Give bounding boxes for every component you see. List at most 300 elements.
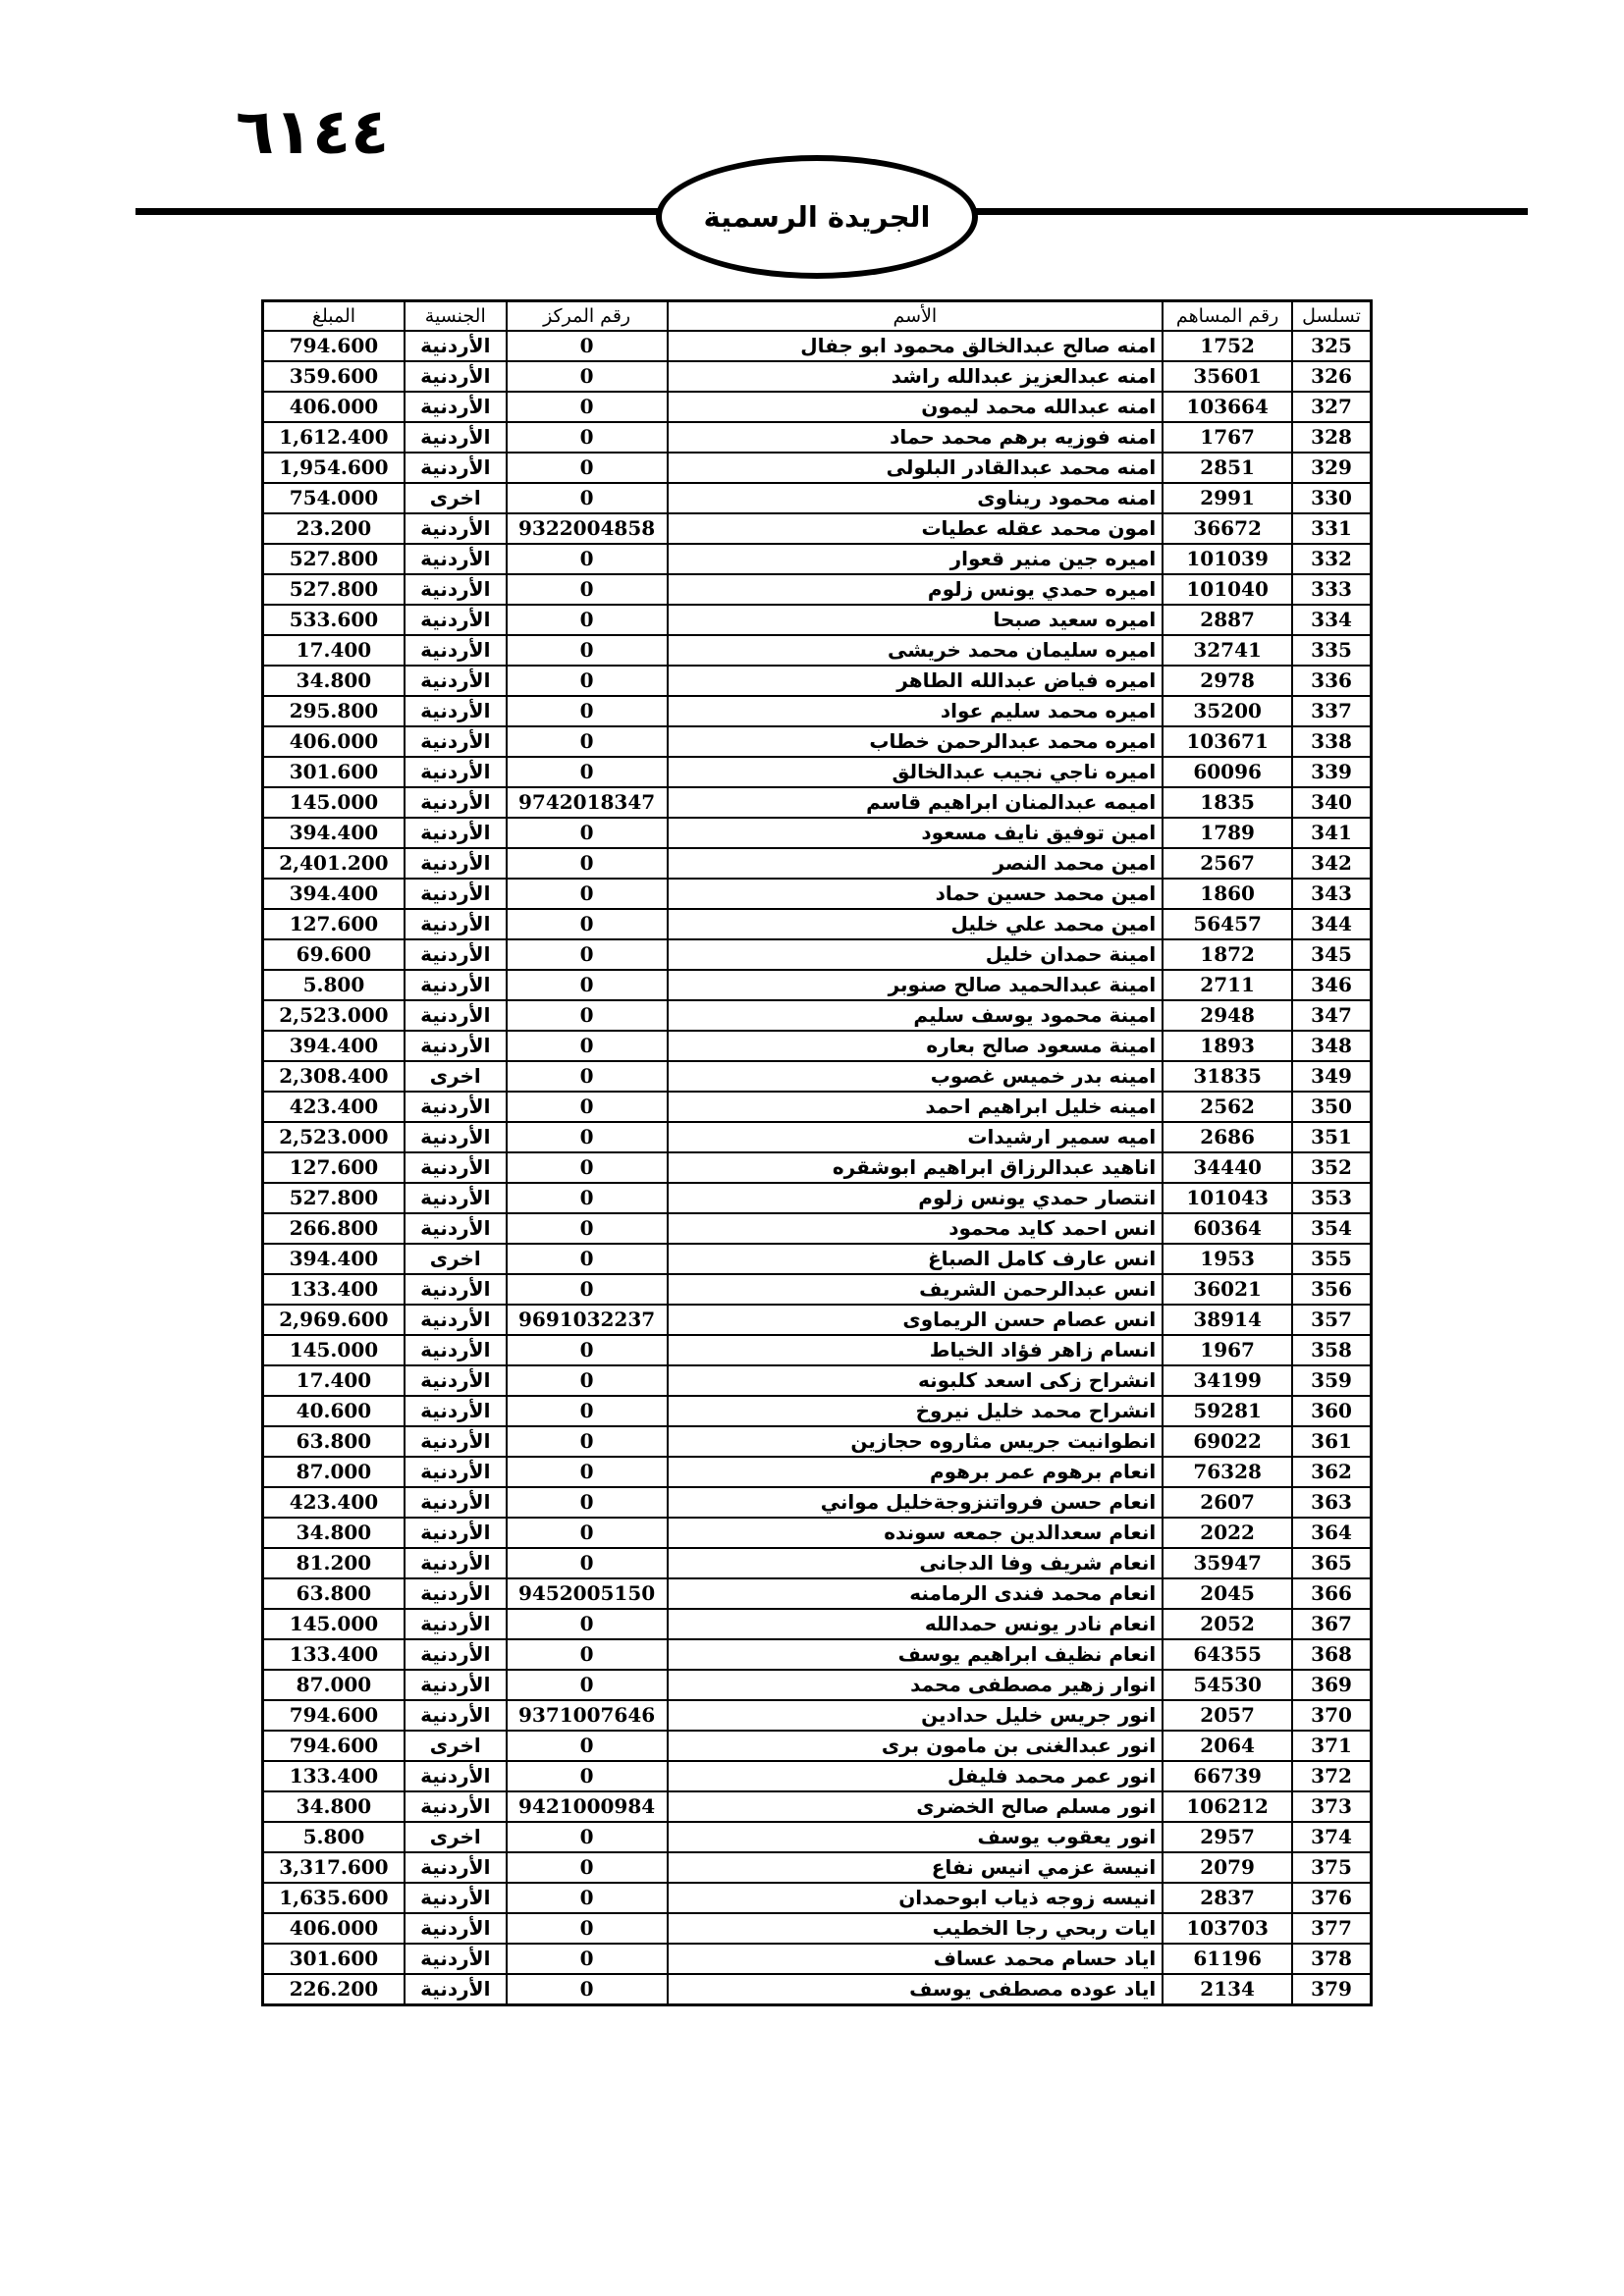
table-body: [263, 331, 1372, 2005]
cell-shareholder-number: 2978: [1163, 666, 1292, 696]
cell-shareholder-number: 1893: [1163, 1031, 1292, 1061]
cell-nationality: الأردنية: [405, 1548, 507, 1578]
cell-nationality: الأردنية: [405, 1335, 507, 1365]
table-row: [263, 757, 1372, 787]
cell-nationality: الأردنية: [405, 1152, 507, 1183]
cell-shareholder-number: 101043: [1163, 1183, 1292, 1213]
cell-serial: 350: [1292, 1092, 1371, 1122]
cell-name: امنه محمود ريناوى: [668, 483, 1164, 513]
cell-serial: 326: [1292, 361, 1371, 392]
table-row: [263, 422, 1372, 453]
cell-amount: 406.000: [263, 392, 405, 422]
cell-center-number: 0: [507, 1670, 668, 1700]
cell-amount: 34.800: [263, 666, 405, 696]
cell-shareholder-number: 103671: [1163, 726, 1292, 757]
cell-name: انعام محمد فندى الرمامنه: [668, 1578, 1164, 1609]
cell-name: اميره جين منير قعوار: [668, 544, 1164, 574]
table-row: [263, 513, 1372, 544]
header-name: الأسم: [668, 301, 1164, 332]
cell-shareholder-number: 103664: [1163, 392, 1292, 422]
cell-nationality: الأردنية: [405, 1183, 507, 1213]
cell-amount: 3,317.600: [263, 1852, 405, 1883]
cell-shareholder-number: 2045: [1163, 1578, 1292, 1609]
table-row: [263, 1822, 1372, 1852]
cell-name: اميمه عبدالمنان ابراهيم قاسم: [668, 787, 1164, 818]
cell-nationality: اخرى: [405, 483, 507, 513]
cell-nationality: الأردنية: [405, 1639, 507, 1670]
cell-center-number: 0: [507, 1944, 668, 1974]
cell-name: اميه سمير ارشيدات: [668, 1122, 1164, 1152]
cell-amount: 527.800: [263, 1183, 405, 1213]
cell-name: امينه خليل ابراهيم احمد: [668, 1092, 1164, 1122]
cell-serial: 339: [1292, 757, 1371, 787]
cell-serial: 347: [1292, 1000, 1371, 1031]
cell-nationality: الأردنية: [405, 1670, 507, 1700]
cell-name: انور عبدالغنى بن مامون برى: [668, 1731, 1164, 1761]
cell-amount: 40.600: [263, 1396, 405, 1426]
cell-amount: 1,954.600: [263, 453, 405, 483]
cell-name: اياد عوده مصطفى يوسف: [668, 1974, 1164, 2005]
table-row: [263, 605, 1372, 635]
cell-nationality: الأردنية: [405, 666, 507, 696]
cell-nationality: الأردنية: [405, 1213, 507, 1244]
cell-amount: 226.200: [263, 1974, 405, 2005]
cell-shareholder-number: 2607: [1163, 1487, 1292, 1518]
cell-name: انشراح محمد خليل نيروخ: [668, 1396, 1164, 1426]
cell-nationality: الأردنية: [405, 1578, 507, 1609]
cell-amount: 295.800: [263, 696, 405, 726]
cell-nationality: الأردنية: [405, 696, 507, 726]
cell-serial: 362: [1292, 1457, 1371, 1487]
cell-serial: 367: [1292, 1609, 1371, 1639]
table-row: [263, 1609, 1372, 1639]
cell-shareholder-number: 60364: [1163, 1213, 1292, 1244]
cell-name: انعام نظيف ابراهيم يوسف: [668, 1639, 1164, 1670]
cell-center-number: 0: [507, 1609, 668, 1639]
table-row: [263, 1122, 1372, 1152]
cell-shareholder-number: 69022: [1163, 1426, 1292, 1457]
cell-name: اناهيد عبدالرزاق ابراهيم ابوشقره: [668, 1152, 1164, 1183]
cell-amount: 145.000: [263, 787, 405, 818]
cell-amount: 34.800: [263, 1518, 405, 1548]
cell-name: امينه بدر خميس غصوب: [668, 1061, 1164, 1092]
table-row: [263, 1457, 1372, 1487]
cell-amount: 794.600: [263, 1731, 405, 1761]
cell-amount: 794.600: [263, 331, 405, 361]
cell-nationality: الأردنية: [405, 574, 507, 605]
cell-name: انشراح زكى اسعد كلبونه: [668, 1365, 1164, 1396]
cell-shareholder-number: 32741: [1163, 635, 1292, 666]
cell-nationality: اخرى: [405, 1244, 507, 1274]
cell-center-number: 0: [507, 1518, 668, 1548]
table-row: [263, 909, 1372, 939]
cell-center-number: 9421000984: [507, 1791, 668, 1822]
cell-serial: 361: [1292, 1426, 1371, 1457]
cell-shareholder-number: 35200: [1163, 696, 1292, 726]
table-row: [263, 939, 1372, 970]
cell-serial: 340: [1292, 787, 1371, 818]
cell-amount: 87.000: [263, 1670, 405, 1700]
cell-amount: 145.000: [263, 1609, 405, 1639]
table-row: [263, 1731, 1372, 1761]
cell-shareholder-number: 54530: [1163, 1670, 1292, 1700]
cell-shareholder-number: 2064: [1163, 1731, 1292, 1761]
cell-serial: 355: [1292, 1244, 1371, 1274]
table-row: [263, 1244, 1372, 1274]
cell-center-number: 9322004858: [507, 513, 668, 544]
cell-name: انور مسلم صالح الخضرى: [668, 1791, 1164, 1822]
cell-amount: 133.400: [263, 1274, 405, 1305]
cell-amount: 127.600: [263, 1152, 405, 1183]
cell-serial: 358: [1292, 1335, 1371, 1365]
cell-serial: 365: [1292, 1548, 1371, 1578]
cell-amount: 423.400: [263, 1487, 405, 1518]
cell-center-number: 9742018347: [507, 787, 668, 818]
cell-center-number: 0: [507, 1183, 668, 1213]
cell-serial: 328: [1292, 422, 1371, 453]
header-nationality: الجنسية: [405, 301, 507, 332]
cell-serial: 337: [1292, 696, 1371, 726]
cell-shareholder-number: 2948: [1163, 1000, 1292, 1031]
cell-shareholder-number: 2851: [1163, 453, 1292, 483]
cell-shareholder-number: 64355: [1163, 1639, 1292, 1670]
cell-amount: 2,523.000: [263, 1000, 405, 1031]
cell-serial: 352: [1292, 1152, 1371, 1183]
cell-amount: 533.600: [263, 605, 405, 635]
cell-nationality: الأردنية: [405, 1852, 507, 1883]
cell-name: امين محمد حسين حماد: [668, 879, 1164, 909]
table-row: [263, 392, 1372, 422]
cell-nationality: الأردنية: [405, 1518, 507, 1548]
cell-name: انس احمد كايد محمود: [668, 1213, 1164, 1244]
cell-amount: 133.400: [263, 1761, 405, 1791]
cell-shareholder-number: 2134: [1163, 1974, 1292, 2005]
cell-nationality: الأردنية: [405, 605, 507, 635]
cell-name: اميره محمد عبدالرحمن خطاب: [668, 726, 1164, 757]
cell-serial: 348: [1292, 1031, 1371, 1061]
header-amount: المبلغ: [263, 301, 405, 332]
cell-name: انعام نادر يونس حمدالله: [668, 1609, 1164, 1639]
cell-serial: 342: [1292, 848, 1371, 879]
cell-center-number: 9691032237: [507, 1305, 668, 1335]
cell-amount: 423.400: [263, 1092, 405, 1122]
cell-name: امينة محمود يوسف سليم: [668, 1000, 1164, 1031]
cell-center-number: 0: [507, 1031, 668, 1061]
cell-nationality: الأردنية: [405, 453, 507, 483]
cell-amount: 17.400: [263, 1365, 405, 1396]
cell-serial: 364: [1292, 1518, 1371, 1548]
header-oval: [656, 155, 978, 279]
cell-amount: 81.200: [263, 1548, 405, 1578]
cell-amount: 17.400: [263, 635, 405, 666]
cell-nationality: الأردنية: [405, 1609, 507, 1639]
cell-name: امين محمد علي خليل: [668, 909, 1164, 939]
cell-center-number: 0: [507, 848, 668, 879]
cell-name: انعام سعدالدين جمعه سونده: [668, 1518, 1164, 1548]
table-row: [263, 818, 1372, 848]
cell-shareholder-number: 61196: [1163, 1944, 1292, 1974]
cell-center-number: 0: [507, 1152, 668, 1183]
table-row: [263, 1548, 1372, 1578]
cell-shareholder-number: 101040: [1163, 574, 1292, 605]
cell-center-number: 0: [507, 1639, 668, 1670]
cell-amount: 145.000: [263, 1335, 405, 1365]
table-row: [263, 1852, 1372, 1883]
cell-name: انور جريس خليل حدادين: [668, 1700, 1164, 1731]
cell-center-number: 0: [507, 696, 668, 726]
cell-nationality: الأردنية: [405, 848, 507, 879]
cell-serial: 330: [1292, 483, 1371, 513]
cell-shareholder-number: 2711: [1163, 970, 1292, 1000]
cell-serial: 368: [1292, 1639, 1371, 1670]
cell-shareholder-number: 1789: [1163, 818, 1292, 848]
cell-center-number: 0: [507, 1396, 668, 1426]
cell-shareholder-number: 2686: [1163, 1122, 1292, 1152]
cell-serial: 360: [1292, 1396, 1371, 1426]
cell-name: اميره سليمان محمد خريشى: [668, 635, 1164, 666]
cell-name: انس عبدالرحمن الشريف: [668, 1274, 1164, 1305]
cell-shareholder-number: 36021: [1163, 1274, 1292, 1305]
cell-shareholder-number: 76328: [1163, 1457, 1292, 1487]
cell-amount: 754.000: [263, 483, 405, 513]
cell-serial: 341: [1292, 818, 1371, 848]
cell-center-number: 0: [507, 331, 668, 361]
header-serial: تسلسل: [1292, 301, 1371, 332]
table-row: [263, 970, 1372, 1000]
cell-amount: 301.600: [263, 1944, 405, 1974]
table-row: [263, 1426, 1372, 1457]
cell-name: امينة حمدان خليل: [668, 939, 1164, 970]
cell-name: اميره ناجي نجيب عبدالخالق: [668, 757, 1164, 787]
cell-center-number: 0: [507, 1335, 668, 1365]
cell-center-number: 0: [507, 666, 668, 696]
table-row: [263, 635, 1372, 666]
cell-amount: 794.600: [263, 1700, 405, 1731]
cell-name: امين محمد النصر: [668, 848, 1164, 879]
cell-shareholder-number: 2052: [1163, 1609, 1292, 1639]
cell-amount: 63.800: [263, 1426, 405, 1457]
table-row: [263, 361, 1372, 392]
cell-nationality: اخرى: [405, 1822, 507, 1852]
cell-nationality: الأردنية: [405, 1092, 507, 1122]
cell-center-number: 0: [507, 1000, 668, 1031]
table-row: [263, 1761, 1372, 1791]
table-row: [263, 574, 1372, 605]
cell-shareholder-number: 2562: [1163, 1092, 1292, 1122]
table-header-row: [263, 301, 1372, 332]
cell-amount: 87.000: [263, 1457, 405, 1487]
cell-center-number: 0: [507, 909, 668, 939]
table-row: [263, 1700, 1372, 1731]
cell-serial: 349: [1292, 1061, 1371, 1092]
cell-name: انعام شريف وفا الدجانى: [668, 1548, 1164, 1578]
cell-amount: 394.400: [263, 879, 405, 909]
cell-center-number: 0: [507, 1365, 668, 1396]
cell-serial: 379: [1292, 1974, 1371, 2005]
cell-shareholder-number: 56457: [1163, 909, 1292, 939]
cell-name: اميره سعيد صبحا: [668, 605, 1164, 635]
cell-nationality: الأردنية: [405, 726, 507, 757]
cell-nationality: الأردنية: [405, 1396, 507, 1426]
cell-amount: 34.800: [263, 1791, 405, 1822]
cell-nationality: الأردنية: [405, 1000, 507, 1031]
cell-nationality: الأردنية: [405, 331, 507, 361]
cell-name: امينة مسعود صالح بعاره: [668, 1031, 1164, 1061]
table-row: [263, 696, 1372, 726]
cell-amount: 2,523.000: [263, 1122, 405, 1152]
table-row: [263, 1305, 1372, 1335]
table-row: [263, 1335, 1372, 1365]
table-row: [263, 544, 1372, 574]
table-row: [263, 483, 1372, 513]
cell-shareholder-number: 31835: [1163, 1061, 1292, 1092]
table-row: [263, 1518, 1372, 1548]
table-row: [263, 1183, 1372, 1213]
cell-center-number: 0: [507, 818, 668, 848]
cell-shareholder-number: 36672: [1163, 513, 1292, 544]
cell-nationality: الأردنية: [405, 1700, 507, 1731]
cell-shareholder-number: 2991: [1163, 483, 1292, 513]
cell-serial: 325: [1292, 331, 1371, 361]
cell-shareholder-number: 2837: [1163, 1883, 1292, 1913]
cell-name: اميره محمد سليم عواد: [668, 696, 1164, 726]
cell-center-number: 0: [507, 605, 668, 635]
cell-center-number: 0: [507, 1822, 668, 1852]
cell-name: اياد حسام محمد عساف: [668, 1944, 1164, 1974]
table-row: [263, 1000, 1372, 1031]
cell-nationality: الأردنية: [405, 1761, 507, 1791]
cell-name: انطوانيت جريس مثاروه حجازين: [668, 1426, 1164, 1457]
cell-center-number: 0: [507, 726, 668, 757]
cell-serial: 377: [1292, 1913, 1371, 1944]
cell-name: امنه محمد عبدالقادر البلولى: [668, 453, 1164, 483]
table-row: [263, 1092, 1372, 1122]
cell-amount: 5.800: [263, 970, 405, 1000]
cell-nationality: الأردنية: [405, 1883, 507, 1913]
cell-nationality: الأردنية: [405, 787, 507, 818]
cell-serial: 336: [1292, 666, 1371, 696]
cell-serial: 374: [1292, 1822, 1371, 1852]
cell-center-number: 0: [507, 1974, 668, 2005]
cell-name: انعام برهوم عمر برهوم: [668, 1457, 1164, 1487]
cell-nationality: الأردنية: [405, 757, 507, 787]
cell-shareholder-number: 1872: [1163, 939, 1292, 970]
table-row: [263, 1031, 1372, 1061]
cell-shareholder-number: 2887: [1163, 605, 1292, 635]
table-row: [263, 1974, 1372, 2005]
table-row: [263, 879, 1372, 909]
cell-name: انس عصام حسن الريماوى: [668, 1305, 1164, 1335]
cell-serial: 359: [1292, 1365, 1371, 1396]
cell-serial: 369: [1292, 1670, 1371, 1700]
cell-center-number: 0: [507, 1457, 668, 1487]
cell-nationality: الأردنية: [405, 1913, 507, 1944]
cell-shareholder-number: 59281: [1163, 1396, 1292, 1426]
header-center-number: رقم المركز: [507, 301, 668, 332]
cell-amount: 301.600: [263, 757, 405, 787]
cell-name: انيسة عزمي انيس نفاع: [668, 1852, 1164, 1883]
cell-center-number: 0: [507, 422, 668, 453]
cell-name: امينة عبدالحميد صالح صنوبر: [668, 970, 1164, 1000]
cell-serial: 346: [1292, 970, 1371, 1000]
cell-center-number: 0: [507, 361, 668, 392]
cell-serial: 375: [1292, 1852, 1371, 1883]
table-row: [263, 1213, 1372, 1244]
cell-center-number: 0: [507, 1061, 668, 1092]
cell-amount: 133.400: [263, 1639, 405, 1670]
cell-amount: 1,612.400: [263, 422, 405, 453]
cell-center-number: 0: [507, 757, 668, 787]
table-row: [263, 1152, 1372, 1183]
table-row: [263, 1913, 1372, 1944]
cell-center-number: 0: [507, 1092, 668, 1122]
cell-amount: 266.800: [263, 1213, 405, 1244]
cell-center-number: 0: [507, 1883, 668, 1913]
cell-shareholder-number: 2022: [1163, 1518, 1292, 1548]
cell-center-number: 0: [507, 1913, 668, 1944]
cell-nationality: الأردنية: [405, 635, 507, 666]
cell-serial: 376: [1292, 1883, 1371, 1913]
cell-center-number: 0: [507, 1244, 668, 1274]
cell-amount: 127.600: [263, 909, 405, 939]
table-row: [263, 1396, 1372, 1426]
cell-shareholder-number: 34199: [1163, 1365, 1292, 1396]
table-row: [263, 453, 1372, 483]
cell-amount: 23.200: [263, 513, 405, 544]
cell-center-number: 9452005150: [507, 1578, 668, 1609]
cell-nationality: الأردنية: [405, 1944, 507, 1974]
cell-amount: 2,401.200: [263, 848, 405, 879]
table-row: [263, 666, 1372, 696]
cell-shareholder-number: 101039: [1163, 544, 1292, 574]
cell-shareholder-number: 2567: [1163, 848, 1292, 879]
cell-center-number: 9371007646: [507, 1700, 668, 1731]
cell-serial: 332: [1292, 544, 1371, 574]
cell-amount: 359.600: [263, 361, 405, 392]
cell-serial: 354: [1292, 1213, 1371, 1244]
cell-nationality: الأردنية: [405, 1457, 507, 1487]
cell-name: انعام حسن فرواتنزوجةخليل مواني: [668, 1487, 1164, 1518]
cell-nationality: الأردنية: [405, 544, 507, 574]
cell-name: اميره حمدي يونس زلوم: [668, 574, 1164, 605]
cell-center-number: 0: [507, 1213, 668, 1244]
cell-center-number: 0: [507, 1274, 668, 1305]
cell-shareholder-number: 60096: [1163, 757, 1292, 787]
cell-shareholder-number: 35601: [1163, 361, 1292, 392]
cell-nationality: الأردنية: [405, 1974, 507, 2005]
cell-center-number: 0: [507, 574, 668, 605]
cell-name: امنه عبدالله محمد ليمون: [668, 392, 1164, 422]
cell-nationality: الأردنية: [405, 1487, 507, 1518]
cell-name: امون محمد عقله عطيات: [668, 513, 1164, 544]
cell-shareholder-number: 66739: [1163, 1761, 1292, 1791]
table-row: [263, 1578, 1372, 1609]
cell-center-number: 0: [507, 453, 668, 483]
cell-shareholder-number: 1860: [1163, 879, 1292, 909]
cell-name: امين توفيق نايف مسعود: [668, 818, 1164, 848]
cell-center-number: 0: [507, 635, 668, 666]
cell-amount: 69.600: [263, 939, 405, 970]
cell-nationality: اخرى: [405, 1731, 507, 1761]
cell-serial: 371: [1292, 1731, 1371, 1761]
table-row: [263, 1670, 1372, 1700]
cell-amount: 527.800: [263, 574, 405, 605]
cell-shareholder-number: 1953: [1163, 1244, 1292, 1274]
cell-name: اميره فياض عبدالله الطاهر: [668, 666, 1164, 696]
cell-center-number: 0: [507, 1548, 668, 1578]
page-number: ٦١٤٤: [236, 96, 390, 169]
table-row: [263, 1639, 1372, 1670]
